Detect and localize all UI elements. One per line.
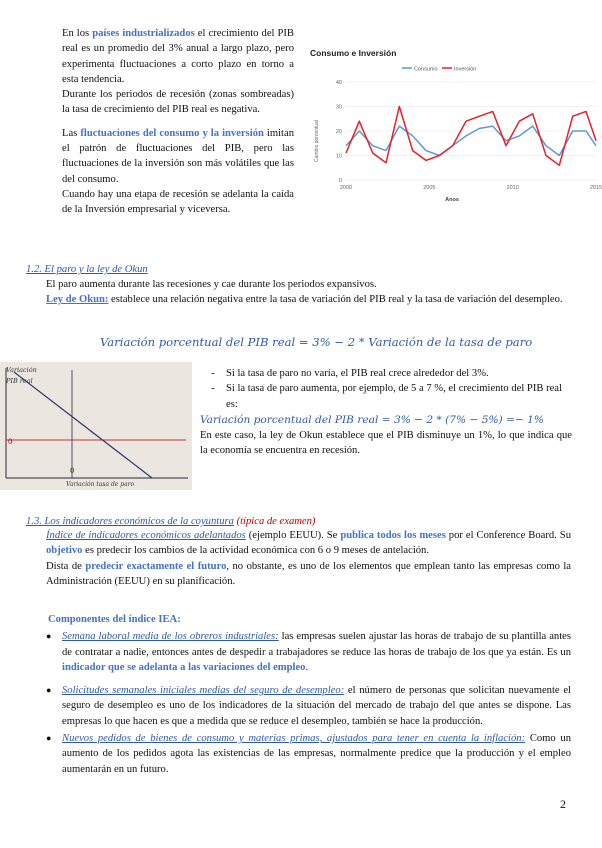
indicators-paragraph-1: Índice de indicadores económicos adelantados (ejemplo EEUU). Se publica todos los meses por el Conference Board. Su objetivo es predecir los cambios de la actividad económica con 6 o 9 meses de antelación. <box>46 530 571 557</box>
chart-xlabel: Anos <box>445 197 459 203</box>
okun-line-1: El paro aumenta durante las recesiones y cae durante los periodos expansivos. <box>46 279 377 290</box>
components-title: Componentes del índice IEA: <box>48 614 181 625</box>
sketch-zero-x: 0 <box>70 467 75 475</box>
y-tick-label: 30 <box>335 104 342 111</box>
intro-paragraph-2: Durante los periodos de recesión (zonas sombreadas) la tasa de crecimiento del PIB real es negativa. <box>62 89 294 116</box>
x-tick-label: 2000 <box>339 185 353 191</box>
okun-law: Ley de Okun: establece una relación negativa entre la tasa de variación del PIB real y la tasa de variación del desempleo. <box>46 294 563 306</box>
y-tick-label: 0 <box>338 178 342 184</box>
sketch-ylabel-2: PIB real <box>6 377 33 385</box>
okun-body <box>46 277 571 308</box>
sketch-xlabel: Variación tasa de paro <box>66 481 135 488</box>
chart-legend <box>402 67 476 73</box>
okun-formula-example: Variación porcentual del PIB real = 3% − 2 * (7% − 5%) =− 1% <box>200 413 544 426</box>
intro-text <box>62 26 294 218</box>
okun-conclusion: En este caso, la ley de Okun establece que el PIB disminuye un 1%, lo que indica que la economía se encuentra en recesión. <box>200 430 572 457</box>
okun-sketch-graph <box>0 362 192 490</box>
exam-note: (típica de examen) <box>233 516 316 527</box>
bullet-icon: ● <box>46 733 52 744</box>
indicators-body <box>46 528 571 589</box>
x-tick-label: 2005 <box>423 185 436 191</box>
components-list <box>46 612 571 777</box>
y-tick-label: 40 <box>335 80 342 86</box>
okun-bullet: - Si la tasa de paro aumenta, por ejemplo, de 5 a 7 %, el crecimiento del PIB real es: <box>211 383 562 410</box>
bullet-icon: ● <box>46 685 52 696</box>
x-tick-label: 2010 <box>506 185 519 191</box>
intro-paragraph-4: Cuando hay una etapa de recesión se adelanta la caída de la Inversión empresarial y viceversa. <box>62 188 294 216</box>
page-number: 2 <box>560 797 566 811</box>
bullet-icon: ● <box>46 631 52 642</box>
section-heading-indicators: 1.3. Los indicadores económicos de la coyuntura (típica de examen) <box>26 516 316 527</box>
list-item: ● Solicitudes semanales iniciales medias del seguro de desempleo: el número de personas que solicitan nuevamente el seguro de desempleo es uno de los indicadores de la situación del mercado de trabajo del que antes se dispone. Las empresas lo que hacen es que a medida que se reduce el desempleo, también se hace la producción. <box>46 683 571 729</box>
consumption-investment-chart <box>306 44 602 204</box>
okun-law-label: Ley de Okun: <box>46 294 109 306</box>
sketch-ylabel-1: Variación <box>6 366 37 374</box>
list-item: ● Nuevos pedidos de bienes de consumo y materias primas, ajustados para tener en cuenta la inflación: Como un aumento de los pedidos agota las existencias de las empresas, normalmente predice que la producción y el empleo aumentarán en un futuro. <box>46 731 571 777</box>
section-heading-okun: 1.2. El paro y la ley de Okun <box>26 264 148 275</box>
y-tick-label: 10 <box>335 153 342 160</box>
indicators-paragraph-2: Dista de predecir exactamente el futuro, no obstante, es uno de los elementos que emplean tanto las empresas como la Administración (EEUU) en su planificación. <box>46 560 571 587</box>
intro-paragraph-1: En los países industrializados el crecimiento del PIB real es un promedio del 3% anual a largo plazo, pero experimenta fluctuaciones a corto plazo en torno a esta tendencia. <box>62 28 294 85</box>
series-line-consumo <box>346 126 596 155</box>
chart-title: Consumo e Inversión <box>310 48 397 58</box>
sketch-zero-y: 0 <box>8 438 13 446</box>
list-item: ● Semana laboral media de los obreros industriales: las empresas suelen ajustar las horas de trabajo de su plantilla antes de contratar a nadie, entonces antes de despedir a trabajadores se reduce las horas de trabajo de los que ya están. Es un indicador que se adelanta a las variaciones del empleo. <box>46 629 571 675</box>
chart-ylabel: Cambio porcentual <box>314 120 320 162</box>
legend-inversion: Inversión <box>454 66 477 73</box>
intro-paragraph-3: Las fluctuaciones del consumo y la inversión imitan el patrón de fluctuaciones del PIB, pero las fluctuaciones de la inversión son más volátiles que las del consumo. <box>62 127 295 185</box>
legend-consumo: Consumo <box>414 66 438 73</box>
okun-formula: Variación porcentual del PIB real = 3% − 2 * Variación de la tasa de paro <box>100 335 533 349</box>
y-tick-label: 20 <box>335 129 342 135</box>
series-line-inversin <box>346 107 596 166</box>
okun-bullet: - Si la tasa de paro no varía, el PIB real crece alrededor del 3%. <box>211 368 489 379</box>
x-tick-label: 2015 <box>589 185 602 191</box>
okun-bullets <box>200 366 572 459</box>
